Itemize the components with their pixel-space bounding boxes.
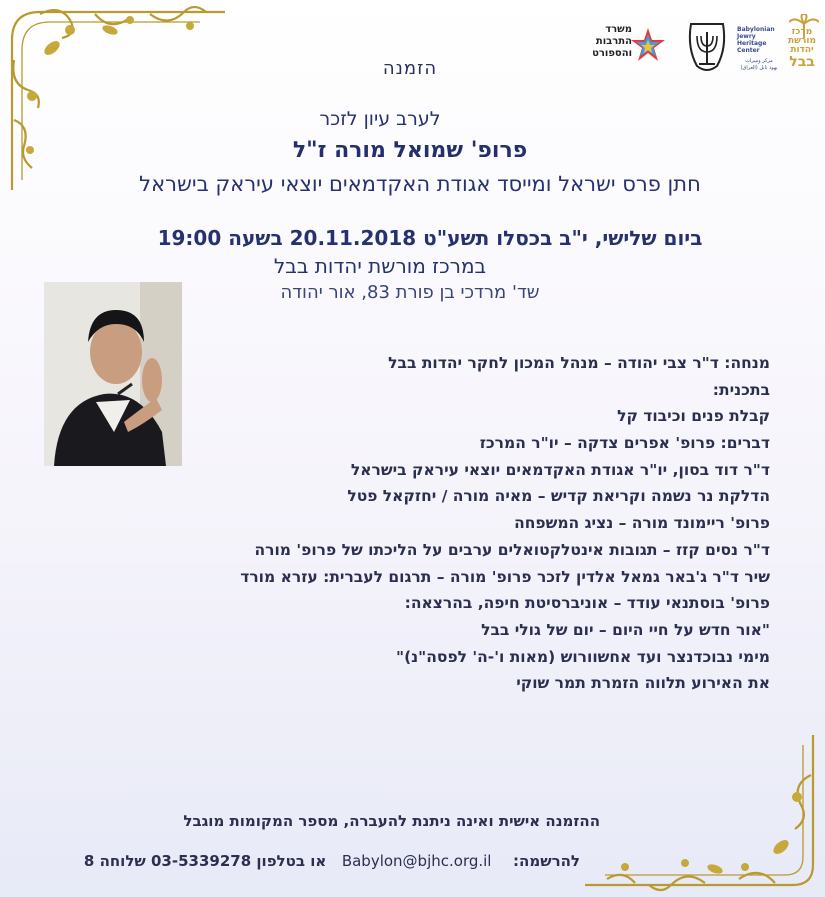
star-logo-icon: [630, 26, 666, 66]
babylon-logo-ar-2: يهود بابل (العراق): [740, 65, 778, 71]
babylon-logo-he-4: בבל: [789, 54, 815, 70]
babylon-logo-en-2: Jewry: [737, 33, 756, 40]
program-line: פרופ' ריימונד מורה – נציג המשפחה: [514, 514, 770, 533]
babylon-logo-he-3: יהדות: [790, 45, 814, 55]
ministry-logo-line-3: והספורט: [592, 48, 632, 59]
babylon-logo-en-4: Center: [737, 47, 760, 54]
registration-email-link[interactable]: Babylon@bjhc.org.il: [341, 852, 492, 870]
ministry-logo-line-1: משרד: [605, 24, 632, 35]
honoree-name: פרופ' שמואל מורה ז"ל: [292, 138, 528, 163]
program-line: מימי נבוכדנצר ועד אחשוורוש (מאות ו'-ה' לפסה"נ)": [396, 647, 770, 666]
event-address: שד' מרדכי בן פורת 83, אור יהודה: [280, 282, 540, 303]
program-line: "אור חדש על חיי היום – יום של גולי בבל: [481, 620, 770, 639]
emblem-logo: [683, 18, 731, 76]
invitation-heading: הזמנה: [382, 58, 438, 79]
program-list: [50, 350, 770, 697]
program-line: ד"ר דוד בסון, יו"ר אגודת האקדמאים יוצאי עיראק בישראל: [350, 460, 770, 479]
babylon-logo-he-1: מרכז: [791, 27, 813, 37]
babylon-logo-ar-1: مركز وميراث: [745, 58, 773, 64]
babylon-logo-he-2: מורשת: [788, 36, 816, 46]
babylon-logo-en-1: Babylonian: [737, 26, 775, 33]
invitation-personal-note: ההזמנה אישית ואינה ניתנת להעברה, מספר המקומות מוגבל: [183, 812, 600, 830]
program-line: את האירוע תלווה הזמרת תמר שוקי: [516, 674, 770, 693]
program-line: הדלקת נר נשמה וקריאת קדיש – מאיה מורה / יחזקאל פטל: [347, 487, 770, 506]
honoree-subtitle: חתן פרס ישראל ומייסד אגודת האקדמאים יוצאי עיראק בישראל: [139, 172, 701, 196]
registration-label: להרשמה:: [513, 852, 580, 870]
program-line: דברים: פרופ' אפרים צדקה – יו"ר המרכז: [479, 434, 770, 453]
ministry-logo-line-2: התרבות: [595, 36, 632, 47]
ministry-culture-sport-logo: [586, 20, 670, 76]
babylonian-jewry-heritage-center-logo: [737, 14, 823, 86]
program-line: בתכנית:: [712, 380, 770, 399]
event-venue: במרכז מורשת יהדות בבל: [273, 254, 487, 278]
corner-ornament-bottom-right: [585, 735, 825, 897]
program-line: פרופ' בוסתנאי עודד – אוניברסיטת חיפה, בהרצאה:: [404, 594, 770, 613]
program-line: שיר ד"ר ג'באר גמאל אלדין לזכר פרופ' מורה – תרגום לעברית: עזרא מורד: [240, 567, 770, 586]
registration-line: [40, 852, 580, 870]
registration-phone: או בטלפון 03-5339278 שלוחה 8: [83, 852, 327, 870]
event-date-time: ביום שלישי, י"ב בכסלו תשע"ט 20.11.2018 בשעה 19:00: [157, 226, 703, 250]
corner-ornament-top-left: [0, 0, 240, 200]
menorah-emblem-icon: [683, 18, 731, 76]
memorial-evening-line: לערב עיון לזכר: [319, 108, 441, 130]
program-line: קבלת פנים וכיבוד קל: [617, 407, 770, 426]
babylon-logo-en-3: Heritage: [737, 40, 767, 47]
program-line: ד"ר נסים קזז – תגובות אינטלקטואלים ערבים על הליכתו של פרופ' מורה: [254, 540, 770, 559]
program-line: מנחה: ד"ר צבי יהודה – מנהל המכון לחקר יהדות בבל: [388, 354, 770, 372]
